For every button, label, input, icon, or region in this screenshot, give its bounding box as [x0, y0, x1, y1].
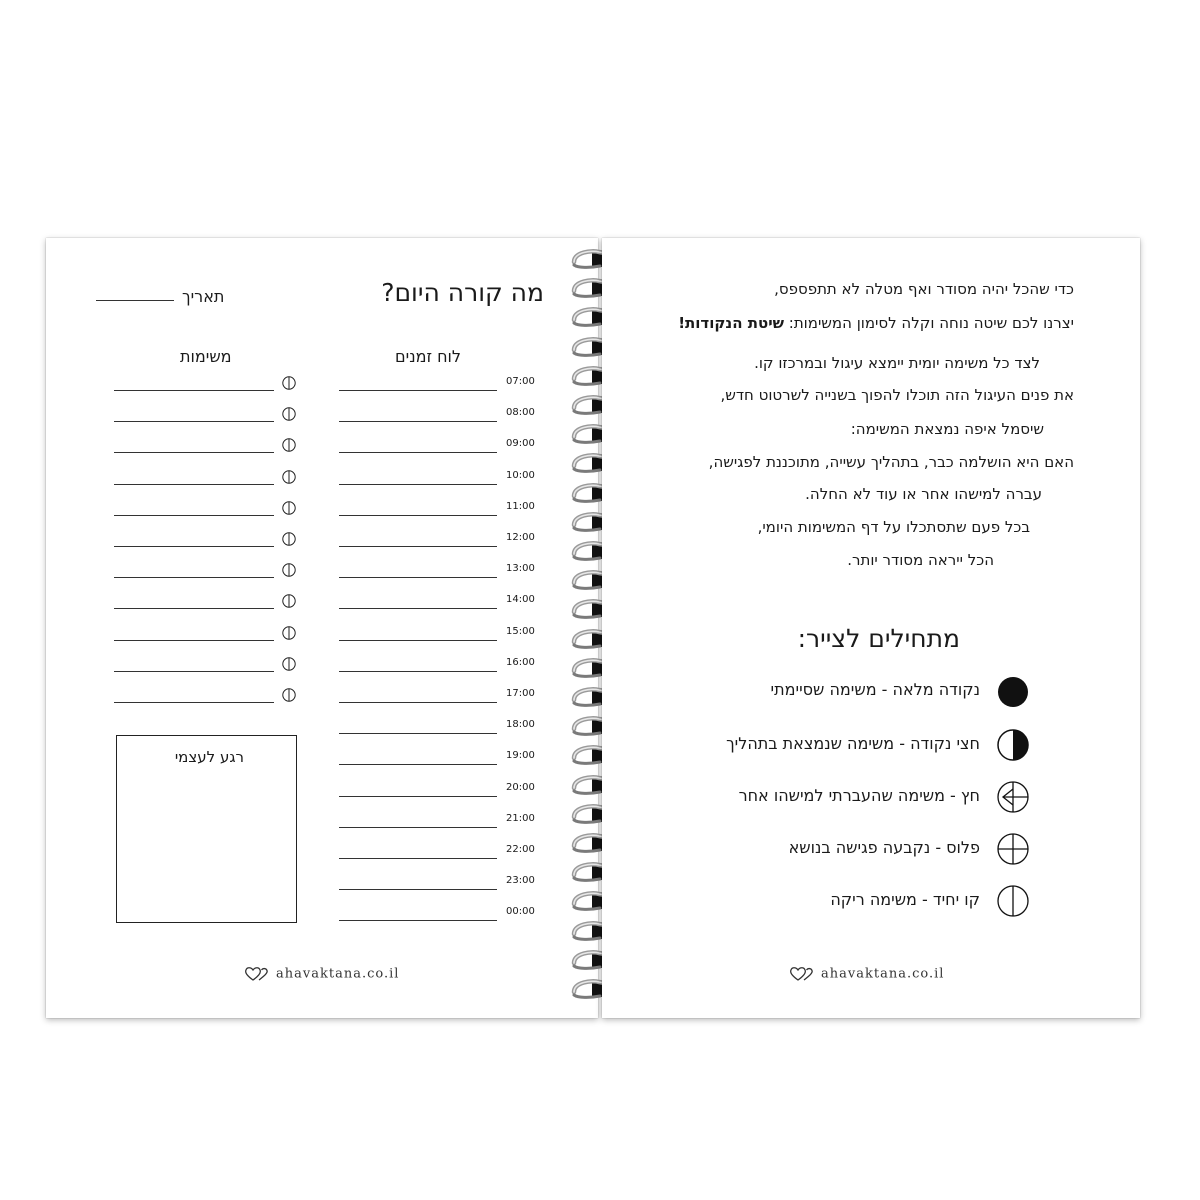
- date-label: תאריך: [182, 287, 225, 306]
- time-slot-label: 00:00: [506, 906, 535, 918]
- schedule-row: [46, 655, 566, 675]
- schedule-row: [46, 592, 566, 612]
- schedule-row: [46, 561, 566, 581]
- date-field-line[interactable]: [96, 300, 174, 301]
- schedule-row: [46, 530, 566, 550]
- time-slot-label: 15:00: [506, 625, 535, 637]
- footer-url: ahavaktana.co.il: [821, 966, 945, 982]
- time-slot-label: 16:00: [506, 656, 535, 668]
- intro-line-2: [678, 314, 1074, 332]
- time-slot-label: 10:00: [506, 469, 535, 481]
- time-slot-label: 18:00: [506, 719, 535, 731]
- schedule-input-line[interactable]: [339, 484, 497, 485]
- legend-label-plus: פלוס - נקבעה פגישה בנושא: [788, 838, 980, 857]
- intro-line-1: כדי שהכל יהיה מסודר ואף מטלה לא תתפספס,: [774, 280, 1074, 298]
- schedule-input-line[interactable]: [339, 577, 497, 578]
- schedule-input-line[interactable]: [339, 920, 497, 921]
- intro-line-2-text: יצרנו לכם שיטה נוחה וקלה לסימון המשימות:: [784, 314, 1074, 332]
- time-slot-label: 07:00: [506, 376, 535, 387]
- intro-line-6: האם היא הושלמה כבר, בתהליך עשייה, מתוכננת לפגישה,: [708, 453, 1074, 471]
- footer-website: [244, 966, 399, 982]
- legend-label-arrow: חץ - משימה שהעברתי למישהו אחר: [738, 786, 980, 805]
- legend-label-full: נקודה מלאה - משימה שסיימתי: [770, 680, 980, 699]
- time-slot-label: 11:00: [506, 500, 535, 512]
- schedule-input-line[interactable]: [339, 671, 497, 672]
- time-slot-label: 12:00: [506, 532, 535, 543]
- schedule-row: [46, 436, 566, 456]
- hearts-logo-icon: [789, 966, 815, 982]
- intro-line-8: בכל פעם שתסתכלו על דף המשימות היומי,: [757, 518, 1030, 536]
- intro-line-3: לצד כל משימה יומית יימצא עיגול ובמרכזו קו.: [754, 354, 1040, 372]
- intro-line-5: שיסמל איפה נמצאת המשימה:: [850, 420, 1044, 438]
- left-page-daily-planner: [46, 238, 598, 1018]
- time-slot-label: 17:00: [506, 688, 535, 699]
- schedule-row: [46, 624, 566, 644]
- schedule-input-line[interactable]: [339, 390, 497, 391]
- plus-circle-icon: [996, 832, 1030, 866]
- time-slot-label: 20:00: [506, 781, 535, 793]
- me-time-box[interactable]: [116, 735, 297, 923]
- legend-label-line: קו יחיד - משימה ריקה: [830, 890, 980, 909]
- schedule-input-line[interactable]: [339, 827, 497, 828]
- schedule-row: [46, 499, 566, 519]
- schedule-input-line[interactable]: [339, 640, 497, 641]
- time-slot-label: 13:00: [506, 563, 535, 575]
- schedule-input-line[interactable]: [339, 608, 497, 609]
- intro-line-9: הכל ייראה מסודר יותר.: [847, 551, 994, 569]
- right-page-instructions: [602, 238, 1140, 1018]
- schedule-header: לוח זמנים: [395, 347, 461, 366]
- me-time-label: רגע לעצמי: [174, 748, 244, 766]
- tasks-header: משימות: [180, 347, 232, 366]
- schedule-input-line[interactable]: [339, 515, 497, 516]
- schedule-input-line[interactable]: [339, 764, 497, 765]
- full-dot-icon: [996, 675, 1030, 709]
- time-slot-label: 09:00: [506, 438, 535, 450]
- time-slot-label: 19:00: [506, 750, 535, 762]
- footer-url: ahavaktana.co.il: [276, 966, 400, 982]
- time-slot-label: 14:00: [506, 594, 535, 606]
- schedule-row: [46, 405, 566, 425]
- footer-website: [789, 966, 944, 982]
- daily-page-title: מה קורה היום?: [381, 278, 544, 307]
- half-dot-icon: [996, 728, 1030, 762]
- schedule-input-line[interactable]: [339, 452, 497, 453]
- time-slot-label: 23:00: [506, 875, 535, 887]
- arrow-circle-icon: [996, 780, 1030, 814]
- schedule-input-line[interactable]: [339, 796, 497, 797]
- time-slot-label: 22:00: [506, 844, 535, 855]
- legend-label-half: חצי נקודה - משימה שנמצאת בתהליך: [726, 734, 980, 753]
- schedule-row: [46, 686, 566, 706]
- single-line-circle-icon: [996, 884, 1030, 918]
- intro-line-7: עברה למישהו אחר או עוד לא החלה.: [805, 485, 1042, 503]
- schedule-input-line[interactable]: [339, 858, 497, 859]
- schedule-row: [46, 468, 566, 488]
- dot-method-name: שיטת הנקודות!: [678, 314, 784, 332]
- start-drawing-title: מתחילים לצייר:: [797, 624, 960, 653]
- schedule-input-line[interactable]: [339, 889, 497, 890]
- hearts-logo-icon: [244, 966, 270, 982]
- time-slot-label: 21:00: [506, 812, 535, 824]
- time-slot-label: 08:00: [506, 407, 535, 419]
- schedule-input-line[interactable]: [339, 733, 497, 734]
- schedule-input-line[interactable]: [339, 702, 497, 703]
- schedule-input-line[interactable]: [339, 546, 497, 547]
- schedule-input-line[interactable]: [339, 421, 497, 422]
- schedule-row: [46, 374, 566, 394]
- intro-line-4: את פנים העיגול הזה תוכלו להפוך בשנייה לשרטוט חדש,: [720, 386, 1074, 404]
